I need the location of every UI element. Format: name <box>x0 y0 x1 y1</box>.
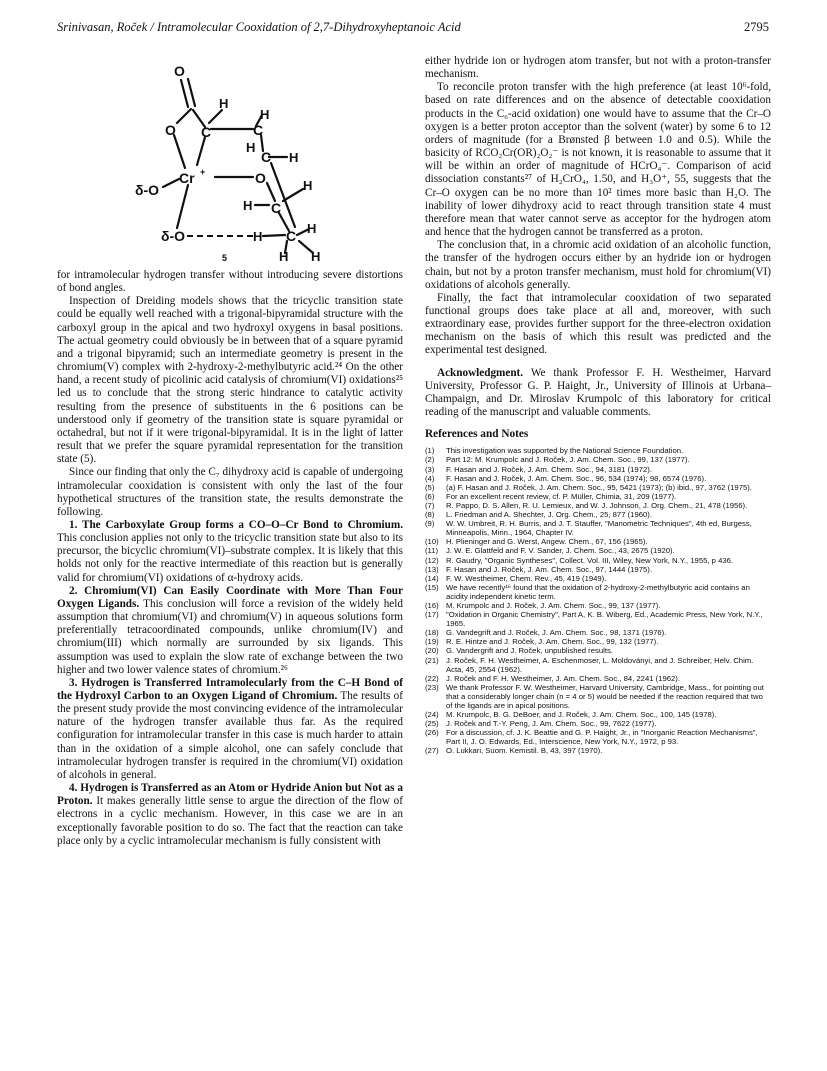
section-4-body: It makes generally little sense to argue the direction of the flow of electrons in a cyclic mechanism. However, in this case we are in an exceptionally favorable position to do so. The fact that the reaction can take place only by a cyclic intramolecular mechanism is fully consistent with <box>57 795 403 847</box>
reference-text: W. W. Umbreit, R. H. Burris, and J. T. Stauffer, "Manometric Techniques", 4th ed, Burgess, Minneapolis, Minn., 1964, Chapter IV. <box>446 519 752 538</box>
reference-number: (15) <box>425 582 439 592</box>
reference-number: (2) <box>425 455 435 465</box>
section-3-heading: 3. Hydrogen is Transferred Intramolecularly from the C–H Bond of the Hydroxyl Carbon to an Oxygen Ligand of Chromium. <box>57 676 403 702</box>
page-number: 2795 <box>744 20 769 34</box>
spacer <box>425 419 771 428</box>
reference-number: (19) <box>425 637 439 647</box>
page-header <box>57 20 769 40</box>
reference-text: For an excellent recent review, cf. P. Müller, Chimia, 31, 209 (1977). <box>446 491 677 501</box>
atom-o-top: O <box>174 63 185 79</box>
section-2 <box>57 585 403 677</box>
reference-item <box>425 519 771 537</box>
reference-text: F. Hasan and J. Roček, J. Am. Chem. Soc., 96, 534 (1974); 98, 6574 (1976). <box>446 473 707 483</box>
left-column <box>57 55 403 848</box>
reference-item <box>425 601 771 610</box>
atom-c-c5: C <box>271 200 282 216</box>
reference-text: R. E. Hintze and J. Roček, J. Am. Chem. Soc., 99, 132 (1977). <box>446 637 659 647</box>
reference-text: M. Krumpolc, B. G. DeBoer, and J. Roček, J. Am. Chem. Soc., 100, 145 (1978). <box>446 710 717 720</box>
reference-item <box>425 565 771 574</box>
atom-o-right: O <box>255 170 266 186</box>
reference-text: We have recently¹⁶ found that the oxidation of 2-hydroxy-2-methylbutyric acid contains an acidity independent kinetic term. <box>446 582 750 601</box>
reference-number: (5) <box>425 482 435 492</box>
reference-item <box>425 656 771 674</box>
atom-h-c5-left: H <box>243 198 253 213</box>
reference-item <box>425 583 771 601</box>
reference-item <box>425 474 771 483</box>
atom-c-middle: C <box>261 149 272 165</box>
reference-number: (8) <box>425 510 435 520</box>
reference-number: (14) <box>425 573 439 583</box>
section-4-heading: 4. Hydrogen is Transferred as an Atom or Hydride Anion but Not as a Proton. <box>57 782 403 808</box>
atom-hc-bottom: H <box>307 221 317 236</box>
reference-item <box>425 710 771 719</box>
right-para-4: Finally, the fact that intramolecular cooxidation of two separated functional groups does take place at all and, moreover, with such extraordinary ease, provides further support for the three-electron oxidation mechanism on the basis of which this result was predicted and the experimental test designed. <box>425 291 771 357</box>
reference-number: (10) <box>425 537 439 547</box>
section-3 <box>57 677 403 782</box>
atom-cr: Cr <box>179 170 195 186</box>
reference-item <box>425 501 771 510</box>
reference-number: (12) <box>425 555 439 565</box>
reference-text: J. Roček and T.-Y. Peng, J. Am. Chem. Soc., 99, 7622 (1977). <box>446 719 657 729</box>
references-list <box>425 446 771 755</box>
reference-text: O. Lukkari, Suom. Kemistil. B, 43, 397 (1970). <box>446 746 603 756</box>
atom-h-c5-right: H <box>303 178 313 193</box>
reference-item <box>425 492 771 501</box>
reference-text: R. Gaudry, "Organic Syntheses", Collect. Vol. III, Wiley, New York, N.Y., 1955, p 436. <box>446 555 734 565</box>
reference-text: This investigation was supported by the National Science Foundation. <box>446 446 684 456</box>
atom-h-bottom-right: H <box>311 249 321 264</box>
transition-state-structure-figure <box>57 55 403 265</box>
reference-number: (23) <box>425 682 439 692</box>
reference-text: M. Krumpolc and J. Roček, J. Am. Chem. Soc., 99, 137 (1977). <box>446 600 661 610</box>
reference-number: (18) <box>425 628 439 638</box>
reference-text: L. Friedman and A. Shechter, J. Org. Chem., 25, 877 (1960). <box>446 510 652 520</box>
reference-text: For a discussion, cf. J. K. Beattie and G. P. Haight, Jr., in "Inorganic Reaction Mechanisms", Part II, J. O. Edwards, Ed., Interscience, New York, N.Y., 1972, p 93. <box>446 728 758 747</box>
reference-item <box>425 556 771 565</box>
structure-number: 5 <box>222 253 228 263</box>
spacer <box>425 358 771 367</box>
reference-text: F. Hasan and J. Roček, J. Am. Chem. Soc., 97, 1444 (1975). <box>446 564 652 574</box>
reference-item <box>425 455 771 464</box>
reference-text: We thank Professor F. W. Westheimer, Harvard University, Cambridge, Mass., for pointing out that a considerably longer chain (n = 4 or 5) would be needed if the reaction required that two of the ligands are in apical positions. <box>446 682 764 710</box>
atom-cr-charge: + <box>200 167 206 177</box>
atom-o-delta-left: δ-O <box>135 182 160 198</box>
section-4 <box>57 782 403 848</box>
reference-text: F. Hasan and J. Roček, J. Am. Chem. Soc., 94, 3181 (1972). <box>446 464 652 474</box>
atom-h-top: H <box>219 96 229 111</box>
reference-item <box>425 510 771 519</box>
reference-item <box>425 637 771 646</box>
right-para-1: either hydride ion or hydrogen atom transfer, but not with a proton-transfer mechanism. <box>425 55 771 81</box>
reference-number: (17) <box>425 610 439 620</box>
section-2-body: This conclusion will force a revision of the widely held assumption that chromium(VI) and chromium(V) in aqueous solutions form preferentially tetracoordinated compounds, unlike chromium(IV) and chromium(III) which normally are surrounded by six ligands. This assumption was used to explain the slow rate of exchange between the two higher and two lower valence states of chromium.²⁶ <box>57 597 403 676</box>
reference-text: "Oxidation in Organic Chemistry", Part A, K. B. Wiberg, Ed., Academic Press, New York, N.Y., 1965. <box>446 610 763 629</box>
reference-item <box>425 537 771 546</box>
reference-number: (24) <box>425 710 439 720</box>
reference-number: (7) <box>425 500 435 510</box>
reference-item <box>425 683 771 710</box>
acknowledgment-heading: Acknowledgment. <box>437 366 524 379</box>
reference-item <box>425 483 771 492</box>
reference-number: (11) <box>425 546 439 556</box>
reference-text: (a) F. Hasan and J. Roček, J. Am. Chem. Soc., 95, 5421 (1973); (b) ibid., 97, 3762 (1975). <box>446 482 752 492</box>
right-para-3: The conclusion that, in a chromic acid oxidation of an alcoholic function, the transfer of the hydrogen occurs either by an hydride ion or hydrogen chain, but not by a proton transfer mechanism, must hold for chromium(VI) oxidations of alcohols generally. <box>425 239 771 291</box>
reference-item <box>425 746 771 755</box>
reference-number: (20) <box>425 646 439 656</box>
acknowledgment <box>425 367 771 420</box>
reference-item <box>425 610 771 628</box>
section-1-body: This conclusion applies not only to the tricyclic transition state but also to its precursor, the bicyclic chromium(VI)–substrate complex. It is likely that this holds not only for the reactive intermediate of this reaction but is generally valid for chromium(VI) oxidations of α-hydroxy acids. <box>57 532 403 584</box>
reference-number: (25) <box>425 719 439 729</box>
reference-item <box>425 465 771 474</box>
atom-c-bottom: C <box>286 228 297 244</box>
reference-number: (16) <box>425 600 439 610</box>
reference-number: (1) <box>425 446 435 456</box>
atom-c-upper: C <box>201 124 212 140</box>
atom-o-left: O <box>165 122 176 138</box>
reference-text: Part 12: M. Krumpolc and J. Roček, J. Am. Chem. Soc., 99, 137 (1977). <box>446 455 690 465</box>
reference-text: F. W. Westheimer, Chem. Rev., 45, 419 (1949). <box>446 573 607 583</box>
reference-number: (26) <box>425 728 439 738</box>
reference-number: (27) <box>425 746 439 756</box>
acknowledgment-body: We thank Professor F. H. Westheimer, Harvard University, Professor G. P. Haight, Jr., University of Illinois at Urbana–Champaign, and Dr. Miroslav Krumpolc of this laboratory for critical reading of the manuscript and valuable comments. <box>425 366 771 419</box>
atom-c-mid-upper: C <box>253 122 264 138</box>
section-1 <box>57 519 403 585</box>
reference-text: R. Pappo, D. S. Allen, R. U. Lemieux, and W. J. Johnson, J. Org. Chem., 21, 478 (1956). <box>446 500 748 510</box>
reference-number: (4) <box>425 473 435 483</box>
atom-h-transfer: H <box>253 229 263 244</box>
reference-item <box>425 674 771 683</box>
right-para-2: To reconcile proton transfer with the high preference (at least 10⁶-fold, based on rate differences and on the absence of detectable cooxidation products in the C₆-acid oxidation) one would have to assume that the Cr–O oxygen is a better proton acceptor than the solvent (water) by some 6 to 12 orders of magnitude (for a Brønsted β between 1.0 and 0.5). While the basicity of RCO₂Cr(OR)₂O₂⁻ is not known, it is reasonable to assume that it will be within an order of magnitude of HCrO₄⁻. Comparison of acid dissociation constants²⁷ of H₂CrO₄, 1.50, and H₃O⁺, 55, suggests that the Cr–O oxygen can be no more than 10² times more basic than H₂O. The inability of lower dihydroxy acid to react through transition state 4 must therefore mean that water cannot serve as acceptor for the hydrogen atom and hence that the hydrogen cannot be transferred as a proton. <box>425 81 771 239</box>
structure-5-diagram <box>57 55 403 265</box>
references-heading: References and Notes <box>425 428 529 441</box>
reference-number: (6) <box>425 491 435 501</box>
section-2-heading: 2. Chromium(VI) Can Easily Coordinate with More Than Four Oxygen Ligands. <box>57 584 403 610</box>
reference-number: (9) <box>425 519 435 529</box>
section-3-body: The results of the present study provide the most convincing evidence of the intramolecular nature of the hydrogen transfer available thus far. As the required configuration for intramolecular transfer in this case is much harder to attain than in the oxidation of a simple alcohol, one can safely conclude that intramolecular hydrogen transfer is required in the chromium(VI) oxidation of alcohols in general. <box>57 690 403 781</box>
reference-number: (3) <box>425 464 435 474</box>
reference-number: (21) <box>425 655 439 665</box>
left-para-1: for intramolecular hydrogen transfer without introducing severe distortions of bond angles. <box>57 269 403 295</box>
reference-item <box>425 646 771 655</box>
atom-h-mid-right: H <box>289 150 299 165</box>
reference-text: G. Vandergrift and J. Roček, unpublished results. <box>446 646 613 656</box>
right-column <box>425 55 771 756</box>
reference-item <box>425 719 771 728</box>
running-title: Srinivasan, Roček / Intramolecular Cooxidation of 2,7-Dihydroxyheptanoic Acid <box>57 20 461 34</box>
reference-text: J. Roček, F. H. Westheimer, A. Eschenmoser, L. Moldoványi, and J. Schreiber, Helv. Chim. Acta, 45, 2554 (1962). <box>446 655 754 674</box>
reference-item <box>425 446 771 455</box>
reference-text: G. Vandegrift and J. Roček, J. Am. Chem. Soc., 98, 1371 (1976). <box>446 628 667 638</box>
reference-text: J. Roček and F. H. Westheimer, J. Am. Chem. Soc., 84, 2241 (1962). <box>446 673 681 683</box>
atom-h-bottom-left: H <box>279 249 289 264</box>
reference-item <box>425 728 771 746</box>
reference-number: (22) <box>425 673 439 683</box>
section-1-heading: 1. The Carboxylate Group forms a CO–O–Cr Bond to Chromium. <box>69 518 403 531</box>
reference-text: H. Plieninger and G. Werst, Angew. Chem., 67, 156 (1965). <box>446 537 648 547</box>
atom-o-delta-bottom: δ-O <box>161 228 186 244</box>
reference-item <box>425 628 771 637</box>
reference-number: (13) <box>425 564 439 574</box>
reference-text: J. W. E. Glattfeld and F. V. Sander, J. Chem. Soc., 43, 2675 (1920). <box>446 546 675 556</box>
reference-item <box>425 574 771 583</box>
reference-item <box>425 546 771 555</box>
atom-h-mid-left: H <box>246 140 256 155</box>
left-para-3: Since our finding that only the C₇ dihydroxy acid is capable of undergoing intramolecular cooxidation is consistent with only the last of the four hypothetical structures of the transition state, the results demonstrate the following. <box>57 466 403 518</box>
left-para-2: Inspection of Dreiding models shows that the tricyclic transition state could be equally well reached with a trigonal-bipyramidal structure with the carboxyl group in the apical and two hydroxyl oxygens in basal positions. The actual geometry could obviously be in between that of a square pyramid and a trigonal bipyramid; such an intermediate geometry is present in the chromium(V) complex with 2-hydroxy-2-methylbutyric acid.²⁴ On the other hand, a recent study of picolinic acid catalysis of chromium(VI) oxidations²⁵ led us to conclude that the strong steric hindrance to catalytic activity resulting from the presence of substituents in the 6 positions can be understood only if geometry of the transition state is square pyramidal or octahedral, but not if it were trigonal-bipyramidal. It is in the light of latter result that we prefer the square pyramidal representation for the transition state (5). <box>57 295 403 466</box>
atom-h-upper-right: H <box>260 107 270 122</box>
